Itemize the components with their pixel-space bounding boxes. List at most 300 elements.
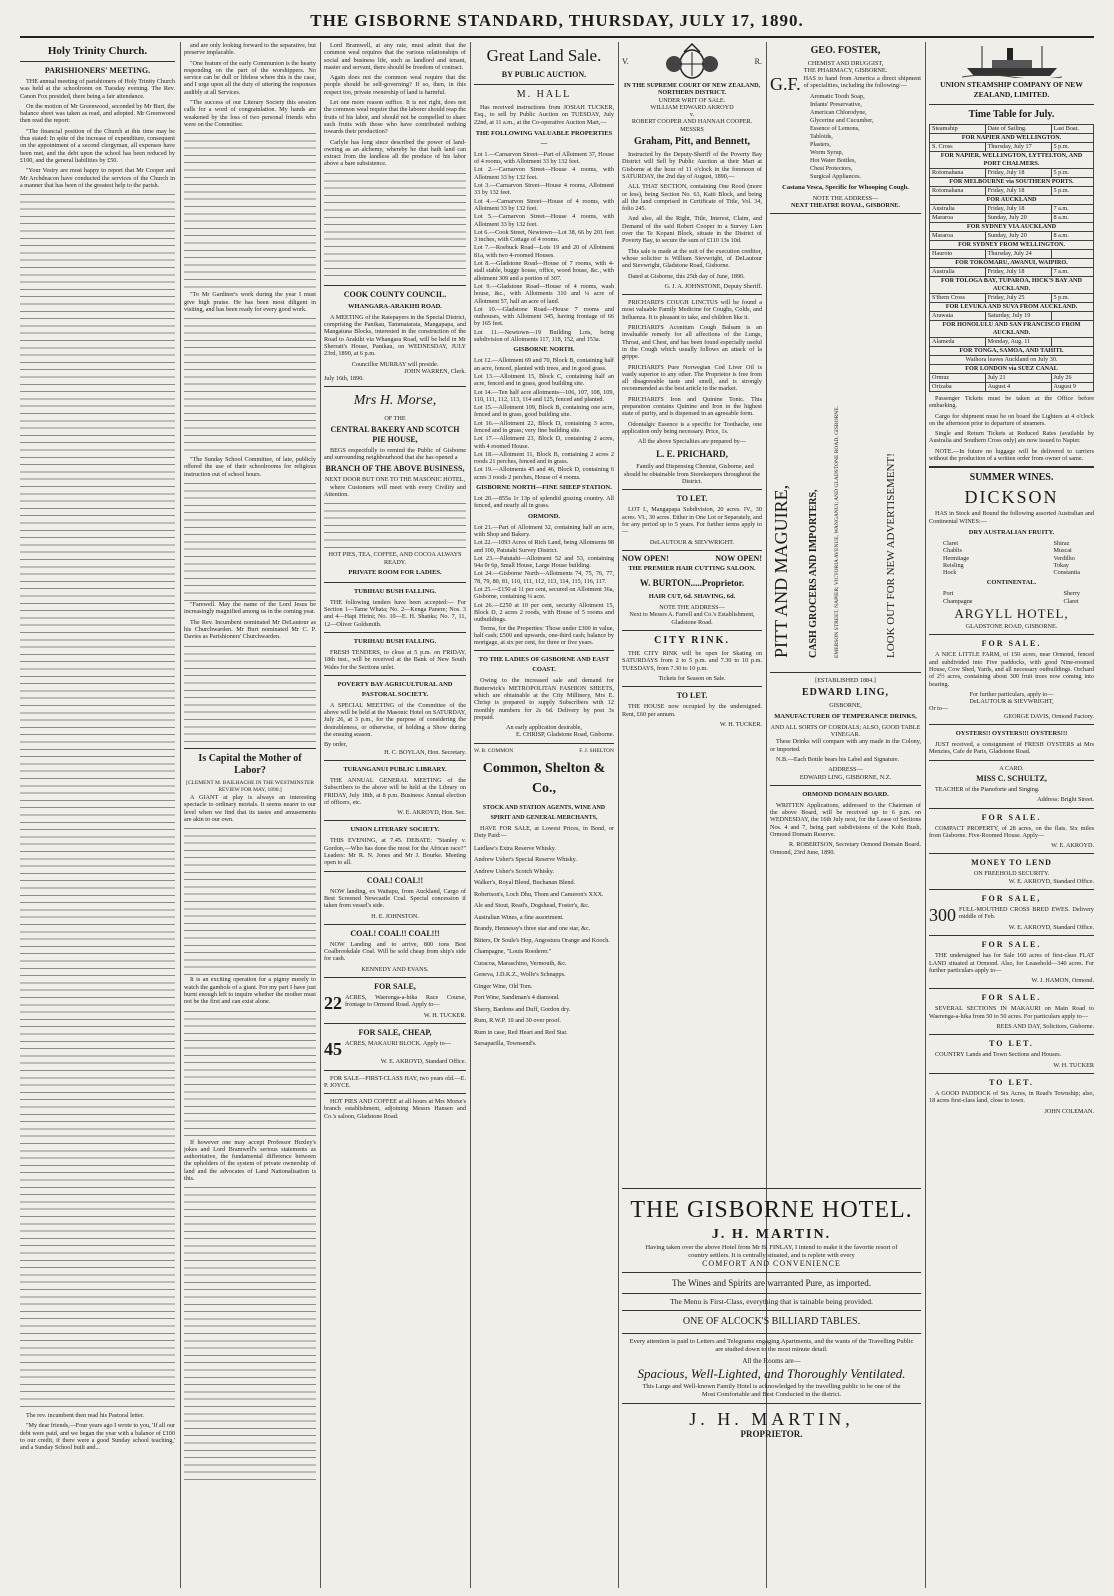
ad-heading: TURANGANUI PUBLIC LIBRARY.	[343, 765, 447, 773]
list-item: Sarsaparilla, Townsend's.	[474, 1040, 537, 1048]
ad-body: THE HOUSE now occupied by the undersigned. Rent, £60 per annum.	[622, 703, 762, 718]
list-item: Lot 9.—Gladstone Road—House of 4 rooms, wash house, &c., with Allotments 310 and ¼ acre of Allotment 57, half an acre of land.	[474, 282, 614, 305]
vertical-look-out: LOOK OUT FOR NEW ADVERTISEMENT!	[885, 453, 897, 659]
route-heading: FOR SYDNEY FROM WELLINGTON.	[930, 241, 1094, 250]
paragraph: Again does not the common weal require that the people should be self-governing? If so, then, in this respect too, private ownership of land is harmful.	[324, 74, 466, 96]
table-cell: Orizaba	[930, 383, 986, 392]
route-heading: FOR HONOLULU AND SAN FRANCISCO FROM AUCKLAND.	[930, 321, 1094, 338]
saloon-prices: HAIR CUT, 6d. SHAVING, 6d.	[648, 593, 736, 601]
vertical-firm: PITT AND MAGUIRE,	[771, 485, 791, 659]
list-item: Muscat	[1053, 547, 1072, 555]
table-cell: Sunday, July 20	[985, 214, 1051, 223]
ad-signature: W. H. TUCKER	[1053, 1061, 1094, 1069]
ad-heading: TO LET.	[676, 691, 708, 701]
proprietor-name: W. BURTON.....Proprietor.	[639, 578, 745, 589]
ad-big-number: 45	[324, 1039, 342, 1060]
ad-body: Owing to the increased sale and demand for Butterwick's METROPOLITAN FASHION SHEETS, which are obtainable at the City Millinery, Mrs E. Chrisp is prepared to supply Subscribers with 12 monthly numbers for 2s 6d. Delivery by post 3s prepaid.	[474, 677, 614, 721]
ad-heading: FOR SALE.	[981, 639, 1042, 649]
vertical-address: EMERSON STREET, NAPIER; VICTORIA AVENUE, WANGANUI; AND GLADSTONE ROAD, GISBORNE.	[834, 406, 840, 659]
ad-body: Dated at Gisborne, this 25th day of June, 1890.	[628, 272, 745, 280]
column-1	[20, 42, 175, 1588]
ad-body: NOTE.—In future no luggage will be delivered to carriers without the production of a written order from owner of same.	[929, 447, 1094, 463]
table-cell: Hauroto	[930, 250, 986, 259]
paragraph: "My dear friends,—Four years ago I wrote to you, 'If all our debt were paid, and we began the year with a balance of £100 to our credit, if there were a good Sunday school teaching,' and a Sunday School built and...	[20, 1422, 175, 1452]
hotel-attention: Every attention is paid to Letters and Telegrams engaging Apartments, and the wants of the Travelling Public are studied down to the most minute detail.	[629, 1338, 914, 1353]
defendants: ROBERT COOPER AND HANNAH COOPER.	[631, 118, 753, 126]
ad-near: NEXT DOOR BUT ONE TO THE MASONIC HOTEL,	[324, 476, 466, 484]
ad-subheading: MANUFACTURER OF TEMPERANCE DRINKS,	[774, 712, 917, 720]
table-cell: 8 a.m.	[1051, 232, 1094, 241]
paragraph: The Rev. Incumbent nominated Mr DeLautour as his Churchwarden. Mr Burt nominated Mr C. P. Davies as Parishioners' Churchwarden.	[184, 618, 316, 641]
filler-text	[324, 171, 466, 281]
hotel-name: ARGYLL HOTEL,	[954, 606, 1069, 622]
table-cell: Friday, July 25	[985, 294, 1051, 303]
lot-list	[474, 357, 614, 481]
section-heading: GISBORNE NORTH.	[513, 346, 575, 354]
list-item: Lot 13.—Allotment 15, Block C, containing half an acre, fenced and in grass, good building site.	[474, 372, 614, 388]
ad-body: ALL THAT SECTION, containing One Rood (more or less), being Section No. 63, Kaiti Block, and being all the land comprised in Certificate of Title, Vol. 34, folio 245.	[622, 183, 762, 213]
ad-heading: POVERTY BAY AGRICULTURAL AND PASTORAL SOCIETY.	[337, 680, 453, 698]
table-cell: 5 p.m.	[1051, 187, 1094, 196]
column-2	[184, 42, 316, 1588]
ad-body: Has received instructions from JOSIAH TUCKER, Esq., to sell by Public Auction on TUESDAY, July 22nd, at 11 a.m., at the Co-operative Auction Mart,—	[474, 104, 614, 126]
ad-subheading: CHEMIST AND DRUGGIST,	[807, 60, 884, 67]
ad-heading: TO LET.	[989, 1039, 1034, 1049]
table-cell: Mararoa	[930, 232, 986, 241]
ad-body: Single and Return Tickets at Reduced Rates (available by Australia and Southern Cross only) are now issued to Napier.	[929, 430, 1094, 445]
timetable-title: Time Table for July.	[968, 109, 1055, 120]
ad-body: A GOOD PADDOCK of Six Acres, in Read's Township; also, 18 acres first-class land, close to town.	[929, 1089, 1094, 1105]
table-cell: 5 p.m.	[1051, 294, 1094, 303]
paragraph: "Your Vestry are most happy to report that Mr Cooper and Mr Archdeacon have conducted the services of the Church in a manner that has been of the greatest help to the parish.	[20, 167, 175, 189]
list-item: Glycerine and Cucumber,	[810, 116, 874, 124]
list-item: Rum, R.W.P. 10 and 30 over proof.	[474, 1017, 561, 1025]
table-row	[930, 169, 1094, 178]
list-item: Surgical Appliances.	[810, 172, 862, 180]
ad-line: All the above Specialties are prepared by—	[638, 438, 746, 446]
list-item: Lot 18.—Allotment 11, Block B, containing 2 acres 2 roods 21 perches, fenced and in grass.	[474, 450, 614, 466]
table-cell: Australia	[930, 268, 986, 277]
route-heading: FOR LEVUKA AND SUVA FROM AUCKLAND.	[930, 303, 1094, 312]
ad-signature: W. H. TUCKER.	[719, 720, 762, 728]
ad-body: These Drinks will compare with any made in the Colony, or imported.	[770, 738, 921, 753]
article-subheading: [CLEMENT M. BAILHACHE IN THE WESTMINSTER REVIEW FOR MAY, 1890.]	[185, 779, 315, 793]
ad-signature: R. ROBERTSON, Secretary Ormond Domain Board.	[789, 841, 921, 849]
ad-heading: TO THE LADIES OF GISBORNE AND EAST COAST.	[478, 656, 610, 674]
ad-body: LOT I., Mangapapa Subdivision, 20 acres. IV., 30 acres. VI., 30 acres. Either in One Lot or Separately, and for any period up to 5 years. For further terms apply to—	[622, 506, 762, 536]
ad-signature: E. CHRISP, Gladstone Road, Gisborne.	[516, 731, 614, 739]
table-cell: Monday, Aug. 11	[985, 338, 1051, 347]
wine-list	[929, 590, 1094, 605]
table-cell: Mararoa	[930, 214, 986, 223]
hotel-proprietor: PROPRIETOR.	[740, 1429, 803, 1439]
ad-signature: KENNEDY AND EVANS.	[361, 965, 429, 973]
ad-body: BEGS respectfully to remind the Public of Gisborne and surrounding neighbourhood that she has opened a	[324, 446, 466, 462]
list-item: Chest Protectors,	[810, 164, 853, 172]
note-label: NOTE THE ADDRESS—	[659, 604, 725, 612]
list-item: Reisling	[943, 561, 964, 569]
ad-signature: DeLAUTOUR & SIEVWRIGHT,	[969, 698, 1054, 706]
table-cell: Thursday, July 17	[985, 143, 1051, 152]
table-row	[930, 143, 1094, 152]
list-item: Lot 19.—Allotments 45 and 46, Block D, containing 6 acres 3 roods 2 perches, House of 4 rooms.	[474, 466, 614, 481]
column-5	[622, 42, 762, 1182]
table-cell: July 21	[985, 374, 1051, 383]
list-item: Claret	[1063, 597, 1079, 605]
lot-list	[474, 151, 614, 343]
table-cell: Australia	[930, 205, 986, 214]
ad-body: N.B.—Each Bottle bears his Label and Signature.	[776, 755, 900, 763]
table-cell: 5 p.m.	[1051, 169, 1094, 178]
paragraph: On the motion of Mr Greenwood, seconded by Mr Burt, the balance sheet was taken as read, and adopted. Mr Greenwood then read the report:	[20, 102, 175, 125]
chemist-name: L. E. PRICHARD,	[656, 449, 728, 460]
table-row	[930, 374, 1094, 383]
ad-date: Ormond, 23rd June, 1890.	[770, 848, 835, 856]
list-item: Ale and Stout, Read's, Dogshead, Foster's, &c.	[474, 902, 590, 910]
ad-body: HAS in Stock and Bound the following assorted Australian and Continental WINES:—	[929, 510, 1094, 525]
route-heading: FOR NAPIER, WELLINGTON, LYTTELTON, AND PORT CHALMERS.	[930, 152, 1094, 169]
column-7	[929, 42, 1094, 1588]
ad-body: Odontalgic Essence is a specific for Toothache, one application only being necessary. Price, 1s.	[622, 420, 762, 435]
hotel-rooms: All the Rooms are—	[742, 1357, 801, 1365]
ad-heading: FOR SALE.	[981, 993, 1042, 1003]
list-item: Lot 3.—Carnarvon Street—House 4 rooms, Allotment 33 by 132 feet.	[474, 182, 614, 197]
list-item: Lot 12.—Allotment 69 and 70, Block B, containing half an acre, fenced, planted with trees, and in good grass.	[474, 357, 614, 372]
table-cell: Ormuz	[930, 374, 986, 383]
ad-body: COMPACT PROPERTY, of 28 acres, on the flats. Six miles from Gisborne. Five-Roomed House. Apply—	[929, 824, 1094, 839]
list-item: American Chlorodyne,	[810, 108, 867, 116]
filler-text	[184, 131, 316, 291]
ad-line: For further particulars, apply to—	[969, 690, 1054, 698]
table-cell: 5 p.m.	[1051, 143, 1094, 152]
filler-text	[184, 481, 316, 601]
ad-body: FOR SALE—FIRST-CLASS HAY, two years old.—E. P. JOYCE.	[324, 1074, 466, 1089]
list-item: Tokay	[1053, 561, 1069, 569]
ad-body: A SPECIAL MEETING of the Committee of the above will be held at the Masonic Hotel on SATURDAY, July 26, at 3 p.m., for the purpose of considering the desirableness, or otherwise, of holding a Show during the ensuing season.	[324, 701, 466, 739]
merchant-name: DICKSON	[964, 487, 1059, 508]
card-label: A CARD.	[999, 764, 1024, 772]
steamship-icon	[962, 42, 1062, 78]
ad-signature: H. E. JOHNSTON.	[371, 912, 419, 920]
royal-r: R.	[754, 57, 762, 67]
hotel-name: THE GISBORNE HOTEL.	[630, 1197, 913, 1223]
list-item: Lot 8.—Gladstone Road—House of 7 rooms, with 4-stall stable, buggy house, office, wood house, &c., with allotment 309 and a portion of 307.	[474, 260, 614, 282]
ad-signature: G. J. A. JOHNSTONE, Deputy Sheriff.	[664, 282, 762, 290]
firm-subheading: STOCK AND STATION AGENTS, WINE AND SPIRIT AND GENERAL MERCHANTS,	[482, 805, 606, 822]
column-header: Last Boat.	[1051, 125, 1094, 134]
paragraph: "The success of our Literary Society this session calls for a word of congratulation. My hands are weakened by the loss of two personal friends who were on the Committee.	[184, 99, 316, 128]
table-row	[930, 294, 1094, 303]
plaintiff: WILLIAM EDWARD AKROYD	[650, 103, 734, 111]
address: Address: Bright Street.	[1037, 796, 1094, 804]
ad-date: July 16th, 1890.	[324, 375, 364, 383]
list-item: Lot 17.—Allotment 23, Block D, containing 2 acres, with 4 roomed House.	[474, 435, 614, 450]
ad-line: Castana Vesca, Specific for Whooping Cough.	[782, 183, 909, 191]
table-cell: Thursday, July 24	[985, 250, 1051, 259]
partner-credit: F. J. SHELTON	[579, 747, 614, 754]
address: EDWARD LING, GISBORNE, N.Z.	[799, 773, 892, 781]
paragraph: The rev. incumbent then read his Pastoral letter.	[26, 1412, 144, 1420]
paragraph: THE annual meeting of parishioners of Holy Trinity Church was held at the schoolroom on Tuesday evening. The Rev. Canon Fox presided, there being a fair attendance.	[20, 78, 175, 100]
ad-big-number: 300	[929, 904, 956, 925]
ad-signature: W. E. AKROYD, Hon. Sec.	[397, 809, 466, 817]
ad-heading: FOR SALE,	[374, 982, 416, 991]
hotel-wines: The Wines and Spirits are warranted Pure, as imported.	[672, 1278, 871, 1288]
list-item: Lot 6.—Cook Street, Newtown—Lot 38, 66 by 201 feet 3 inches, with Cottage of 4 rooms.	[474, 228, 614, 244]
list-item: Lot 5.—Carnarvon Street—House 4 rooms, with Allotment 33 by 132 feet.	[474, 213, 614, 228]
list-item: Lot 4.—Carnarvon Street—House of 4 rooms, with Allotment 33 by 132 feet.	[474, 197, 614, 212]
filler-text	[184, 1185, 316, 1485]
ad-body: HOT PIES AND COFFEE at all hours at Mrs Morse's branch establishment, adjoining Messrs Hansen and Co.'s saloon, Gladstone Road.	[324, 1098, 466, 1120]
ad-body: WRITTEN Applications, addressed to the Chairman of the above Board, will be received up to 6 p.m. on WEDNESDAY, the 16th July next, for the Lease of Sections Nos. 4 and 7, being part subdivisions of the Kohi Bush, Ormond Domain Reserve.	[770, 801, 921, 839]
ad-body: A NICE LITTLE FARM, of 150 acres, near Ormond, fenced and subdivided into Five paddocks, with good Nine-roomed House, Cow Shed, Yards, and all necessary outbuildings. Orchard of 2½ acres, containing about 300 fruit trees now coming into bearing.	[929, 651, 1094, 688]
list-item: Rum in case, Red Heart and Red Star.	[474, 1028, 568, 1036]
ad-heading: FOR SALE, CHEAP,	[358, 1028, 432, 1038]
list-item: Lot 10.—Gladstone Road—House 7 rooms and outhouses, with Allotment 345, having frontage of 66 by 165 feet.	[474, 305, 614, 328]
list-item: Lot 11.—Newtown—19 Building Lots, being subdivision of Allotments 117, 118, 152, and 153a.	[474, 328, 614, 344]
table-row	[930, 187, 1094, 196]
list-item: Lot 22.—1093 Acres of Rich Land, being Allotments 98 and 100, Patutahi Survey District.	[474, 539, 614, 554]
table-cell: Friday, July 18	[985, 169, 1051, 178]
initials: G.F.	[770, 73, 801, 94]
ad-line: Tickets for Season on Sale.	[658, 674, 726, 682]
list-item: Lot 24.—Gisborne North—Allotments 74, 75, 76, 77, 78, 79, 80, 81, 110, 111, 112, 113, 114, 115, 116, 117.	[474, 570, 614, 585]
firm-name: Graham, Pitt, and Bennett,	[633, 136, 751, 148]
goods-list	[474, 843, 614, 1050]
ad-body: FRESH TENDERS, to close at 5 p.m. on FRIDAY, 18th inst., will be received at the Bank of New South Wales for the Sections unlet.	[324, 648, 466, 671]
now-open-label: NOW OPEN!	[622, 553, 669, 563]
ad-heading: MONEY TO LEND	[971, 858, 1052, 868]
messrs-label: MESSRS	[680, 125, 704, 133]
ad-heading: COAL! COAL!!	[366, 875, 424, 885]
established-label: [ESTABLISHED 1884.]	[815, 677, 876, 685]
ad-signature: W. E. AKROYD, Standard Office.	[1008, 923, 1094, 931]
ad-body: NOW landing, ex Waitapu, from Auckland, Cargo of Best Screened Newcastle Coal. Special concession if taken from vessel's side.	[324, 887, 466, 910]
ad-body: Instructed by the Deputy-Sheriff of the Poverty Bay District will Sell by Public Auction at their Mart at Gisborne at the hour of 11 o'clock in the forenoon of SATURDAY, the 2nd day of August, 1890,—	[622, 151, 762, 180]
wine-category: CONTINENTAL.	[986, 579, 1037, 587]
table-cell: S'thern Cross	[930, 294, 986, 303]
ad-subheading: BY PUBLIC AUCTION.	[501, 70, 587, 79]
ad-heading: CITY RINK.	[654, 635, 730, 647]
table-row	[930, 268, 1094, 277]
table-cell: Waihora leaves Auckland on July 30.	[930, 356, 1094, 365]
ad-body: PRICHARD'S Iron and Quinine Tonic. This preparation contains Quinine and Iron in the highest state of purity, and is dispensed in an agreeable form.	[622, 395, 762, 418]
table-row	[930, 312, 1094, 321]
paragraph: A GIANT at play is always an interesting spectacle to ordinary mortals. It seems nearer to our level when we find that its tastes and amusements are akin to our own.	[184, 794, 316, 824]
route-heading: FOR NAPIER AND WELLINGTON.	[930, 134, 1094, 143]
ad-body: A MEETING of the Ratepayers in the Special District, comprising the Panikau, Tammatarata, Mangapapa, and Mangatuna Blocks, interested in the construction of the Road to Arakihi via Whangara Road, will be held in Mr Sherratt's House, Panikau, on WEDNESDAY, JULY 23rd, 1890, at 6 p.m.	[324, 313, 466, 358]
hotel-signature: J. H. MARTIN,	[689, 1409, 854, 1429]
paragraph: Let one more reason suffice. It is not right, does not the common weal require that the laborer should reap the fruits of his labor, and should not be compelled to share such fruits with those who have contributed nothing towards their production?	[324, 99, 466, 136]
list-item: Sherry, Bardons and Duff, Gordon dry.	[474, 1005, 571, 1013]
ad-body: NOW Landing and to arrive, 800 tons Best Coalbrookdale Coal. Will be sold cheap from ship's side for cash.	[324, 940, 466, 963]
ad-body: TEACHER of the Pianoforte and Singing.	[935, 785, 1040, 793]
list-item: Laidlaw's Extra Reserve Whisky.	[474, 844, 557, 852]
list-item: Bitters, Dr Soule's Hop, Angostura Orange and Kooch.	[474, 936, 610, 944]
paragraph: Carlyle has long since described the power of land-owning as an alchemy, whereby he that hath land can extract from the landless all the produce of his labor above a bare subsistence.	[324, 138, 466, 168]
section-heading: ORMOND.	[528, 512, 560, 520]
ad-body: FULL-MOUTHED CROSS BRED EWES. Delivery middle of Feb.	[959, 905, 1094, 921]
ad-body: SEVERAL SECTIONS IN MAKAURI on Main Road to Waerenga-a-hika from 50 to 50 acres. For particulars apply to—	[929, 1005, 1094, 1020]
wine-list	[929, 540, 1094, 576]
paragraph: and are only looking forward to the separative, but preserve implacable.	[184, 42, 316, 57]
list-item: Lot 23.—Patutahi—Allotment 52 and 53, containing 94a 0r 6p, Small House, Large House building.	[474, 554, 614, 570]
table-cell: 8 a.m.	[1051, 214, 1094, 223]
list-item: Sherry	[1063, 590, 1080, 598]
ad-body: This sale is made at the suit of the execution creditor, whose solicitor is William Sievwright, of DeLautour and Sievwright, Gladstone Road, Gisborne.	[622, 247, 762, 270]
auctioneer-name: M. HALL	[516, 89, 572, 100]
ad-body: Cargo for shipment must be on board the Lighters at 4 o'clock on the afternoon prior to departure of steamers.	[929, 412, 1094, 427]
table-cell	[1051, 312, 1094, 321]
ad-body: ACRES, MAKAURI BLOCK. Apply to—	[345, 1040, 451, 1048]
ad-heading: TO LET.	[676, 494, 708, 504]
list-item: Lot 7.—Roebuck Road—Lots 19 and 20 of Allotment 81a, with two 4-roomed Houses.	[474, 244, 614, 259]
article-subheading: PARISHIONERS' MEETING.	[44, 66, 151, 75]
ad-signature: JOHN WARREN, Clerk.	[404, 367, 466, 375]
paragraph: If however one may accept Professor Huxley's jokes and Lord Bramwell's serious statements as authoritative, the fundamental difference between the upholders of the system of private ownership of land and the advocates of Land Nationalisation is this.	[184, 1138, 316, 1182]
ad-body: Passenger Tickets must be taken at the Office before embarking.	[929, 395, 1094, 410]
now-open-label: NOW OPEN!	[715, 553, 762, 563]
ad-terms: Terms, for the Properties: Those under £300 in value, half cash; £500 and upwards, one-third cash; balance by mortgage, at six per cent, for three or five years.	[474, 624, 614, 647]
table-row	[930, 232, 1094, 241]
route-heading: FOR TONGA, SAMOA, AND TAHITI.	[930, 347, 1094, 356]
column-6	[770, 42, 921, 1182]
ad-body: JUST received, a consignment of FRESH OYSTERS at Mrs Menzies, Cafe de Paris, Gladstone Road.	[929, 741, 1094, 756]
list-item: Lot 16.—Allotment 22, Block D, containing 3 acres, fenced and in grass; very fine building site.	[474, 419, 614, 434]
list-item: Hot Water Bottles,	[810, 156, 856, 164]
ad-heading: COOK COUNTY COUNCIL.	[343, 289, 447, 299]
ad-body: PRICHARD'S Pure Norwegian Cod Liver Oil is vastly superior to any other. The Proprietor is free from all disagreeable taste and smell, and is strongly recommended as the best article in the market.	[622, 363, 762, 393]
saloon-address: Next to Messrs A. Farrell and Co.'s Establishment, Gladstone Road.	[629, 611, 755, 626]
list-item: Lot 21.—Part of Allotment 32, containing half an acre, with Shop and Bakery.	[474, 523, 614, 538]
ad-line: An early application desirable,	[506, 724, 582, 732]
table-row	[930, 205, 1094, 214]
ad-signature: W. H. TUCKER.	[423, 1012, 466, 1019]
ad-signature: W. J. HAMON, Ormond.	[1031, 977, 1094, 985]
hotel-intro: Having taken over the above Hotel from Mr B. FINLAY, I intend to make it the favorite resort of country settlers. It is centrally situated, and is replete with every	[645, 1244, 898, 1259]
list-item: Port Wine, Sandiman's 4 diamond.	[474, 994, 560, 1002]
ad-body: THE ANNUAL GENERAL MEETING of the Subscribers to the above will be held at the Library on FRIDAY, July 18th, at 8 p.m. Business: Annual election of officers, etc.	[324, 776, 466, 806]
filler-text	[20, 192, 175, 1412]
column-3	[324, 42, 466, 1588]
ad-signature: W. E. AKROYD, Standard Office.	[1008, 877, 1094, 885]
list-item: Infants' Preservative,	[810, 100, 862, 108]
paragraph: It is an exciting operation for a pigmy merely to watch the gambols of a giant. For my part I have just burnt enough left to inquire whether the mother must not be the first and can exist alone.	[184, 976, 316, 1006]
section-heading: GISBORNE NORTH—FINE SHEEP STATION.	[476, 484, 612, 492]
ad-heading: GEO. FOSTER,	[810, 45, 881, 56]
vertical-ad	[770, 218, 921, 668]
filler-text	[324, 501, 466, 551]
ad-body: THIS EVENING, at 7.45. DEBATE: "Stanley v. Gordon,—Who has done the most for the African race?" Leaders: Mr R. N. Jones and Mr J. Bourke. Meeting open to all.	[324, 837, 466, 867]
ad-heading: FOR SALE,	[981, 893, 1042, 903]
table-cell: S. Cross	[930, 143, 986, 152]
list-item: Essence of Lemons,	[810, 124, 860, 132]
ad-body: HAS to hand from America a direct shipment of specialities, including the following:—	[803, 74, 921, 89]
list-item: Robertson's, Loch Dhu, Thom and Cameron's XXX.	[474, 890, 604, 898]
masthead: THE GISBORNE STANDARD, THURSDAY, JULY 17, 1890.	[20, 6, 1094, 38]
ad-heading: FOR SALE.	[981, 812, 1042, 822]
paragraph: "One feature of the early Communion is the hearty responding on the part of the worshippers. No service can be dull or lifeless where this is the case, and I urge upon all the duty of uttering the responses audibly at all Services.	[184, 59, 316, 96]
ad-body: ON FREEHOLD SECURITY.	[973, 870, 1050, 878]
hotel-comfort: COMFORT AND CONVENIENCE	[702, 1259, 841, 1268]
royal-v: V.	[622, 57, 629, 67]
list-item: Curacoa, Maraschino, Vermouth, &c.	[474, 959, 567, 967]
firm-name: Common, Shelton & Co.,	[482, 761, 606, 797]
table-cell	[1051, 338, 1094, 347]
address: NEXT THEATRE ROYAL, GISBORNE.	[791, 201, 900, 209]
filler-text	[184, 644, 316, 744]
list-item: Port	[943, 590, 954, 598]
table-cell: Friday, July 18	[985, 187, 1051, 196]
ad-heading: FOR SALE.	[981, 940, 1042, 950]
list-item: Champagne	[943, 597, 973, 605]
ad-body: And also, all the Right, Title, Interest, Claim, and Demand of the said Robert Cooper in a Survey Lien over the Te Kopani Block, situate in the District of Poverty Bay, to secure the sum of £110 13s 10d.	[622, 215, 762, 245]
table-row	[930, 338, 1094, 347]
ad-body: PRICHARD'S COUGH LINCTUS will be found a most valuable Family Medicine for Coughs, Colds, and Influenza. It is pleasant to take, and children like it.	[622, 299, 762, 321]
ad-signature: H. C. BOYLAN, Hon. Secretary.	[384, 748, 466, 756]
ad-heading: MISS C. SCHULTZ,	[976, 773, 1047, 783]
article-heading: Is Capital the Mother of Labor?	[198, 752, 302, 776]
table-cell: July 26	[1051, 374, 1094, 383]
list-item: Worm Syrup,	[810, 148, 844, 156]
list-item: Lot 20.—855a 1r 13p of splendid grazing country. All fenced, and nearly all in grass.	[474, 495, 614, 510]
versus: v.	[689, 111, 695, 119]
table-cell: Arawata	[930, 312, 986, 321]
table-row	[930, 383, 1094, 392]
ad-of: OF THE	[384, 415, 406, 423]
route-heading: FOR MELBOURNE via SOUTHERN PORTS.	[930, 178, 1094, 187]
table-cell: Friday, July 18	[985, 205, 1051, 214]
timetable	[929, 124, 1094, 392]
ad-signature: JOHN COLEMAN.	[1044, 1107, 1094, 1115]
column-4	[474, 42, 614, 1588]
writ-title: UNDER WRIT OF SALE.	[658, 96, 726, 104]
ad-signature: DeLAUTOUR & SIEVWRIGHT.	[649, 538, 735, 546]
table-row	[930, 250, 1094, 259]
ad-body: COUNTRY Lands and Town Sections and Houses.	[935, 1051, 1062, 1059]
table-cell: 7 a.m.	[1051, 268, 1094, 277]
ad-body: THE undersigned has for Sale 160 acres of first-class FLAT LAND situated at Ormond. Also, for Leasehold—340 acres. For further particulars apply to—	[929, 952, 1094, 974]
table-header-row	[930, 125, 1094, 134]
ad-body: where Customers will meet with every Civility and Attention.	[324, 483, 466, 498]
list-item: Constantia	[1053, 569, 1080, 577]
table-cell: August 9	[1051, 383, 1094, 392]
paragraph: "The Sunday School Committee, of late, publicly offered the use of their schoolrooms for religious instruction out of school hours.	[184, 456, 316, 478]
list-item: Brandy, Hennessy's three star and one star, &c.	[474, 925, 591, 933]
list-item: Ginger Wine, Old Tom.	[474, 982, 533, 990]
column-header: Steamship	[930, 125, 986, 134]
list-item: Lot 15.—Allotment 109, Block B, containing one acre, fenced and in grass, good building site.	[474, 404, 614, 419]
table-cell	[1051, 250, 1094, 259]
filler-text	[184, 1009, 316, 1139]
list-item: Hock	[943, 569, 957, 577]
ad-heading: UNION LITERARY SOCIETY.	[350, 826, 440, 834]
hotel-owner: J. H. MARTIN.	[711, 1227, 832, 1242]
ad-big-number: 22	[324, 993, 342, 1013]
filler-text	[184, 316, 316, 456]
list-item: Lot 14.—Ten half acre allotments—106, 107, 108, 109, 110, 111, 112, 113, 114 and 125, fenced and planted.	[474, 388, 614, 403]
hotel-billiards: ONE OF ALCOCK'S BILLIARD TABLES.	[682, 1316, 861, 1327]
ad-signature: W. E. AKROYD, Standard Office.	[380, 1058, 466, 1066]
paragraph: "To Mr Gardiner's work during the year I must give high praise. He has been most diligent in visiting, and has been ready for every good work.	[184, 291, 316, 313]
list-item: Chablis	[943, 547, 962, 555]
table-cell: 7 a.m.	[1051, 205, 1094, 214]
ad-body: ACRES, Waerenga-a-hika Race Course, frontage to Ormond Road. Apply to—	[345, 994, 466, 1009]
court-name: IN THE SUPREME COURT OF NEW ZEALAND, NORTHERN DISTRICT.	[623, 82, 761, 97]
table-cell: Rotomahana	[930, 187, 986, 196]
list-item: Geneva, J.D.K.Z., Wolfe's Schnapps.	[474, 971, 566, 979]
list-item: Champagne, "Louis Roederer."	[474, 948, 552, 956]
